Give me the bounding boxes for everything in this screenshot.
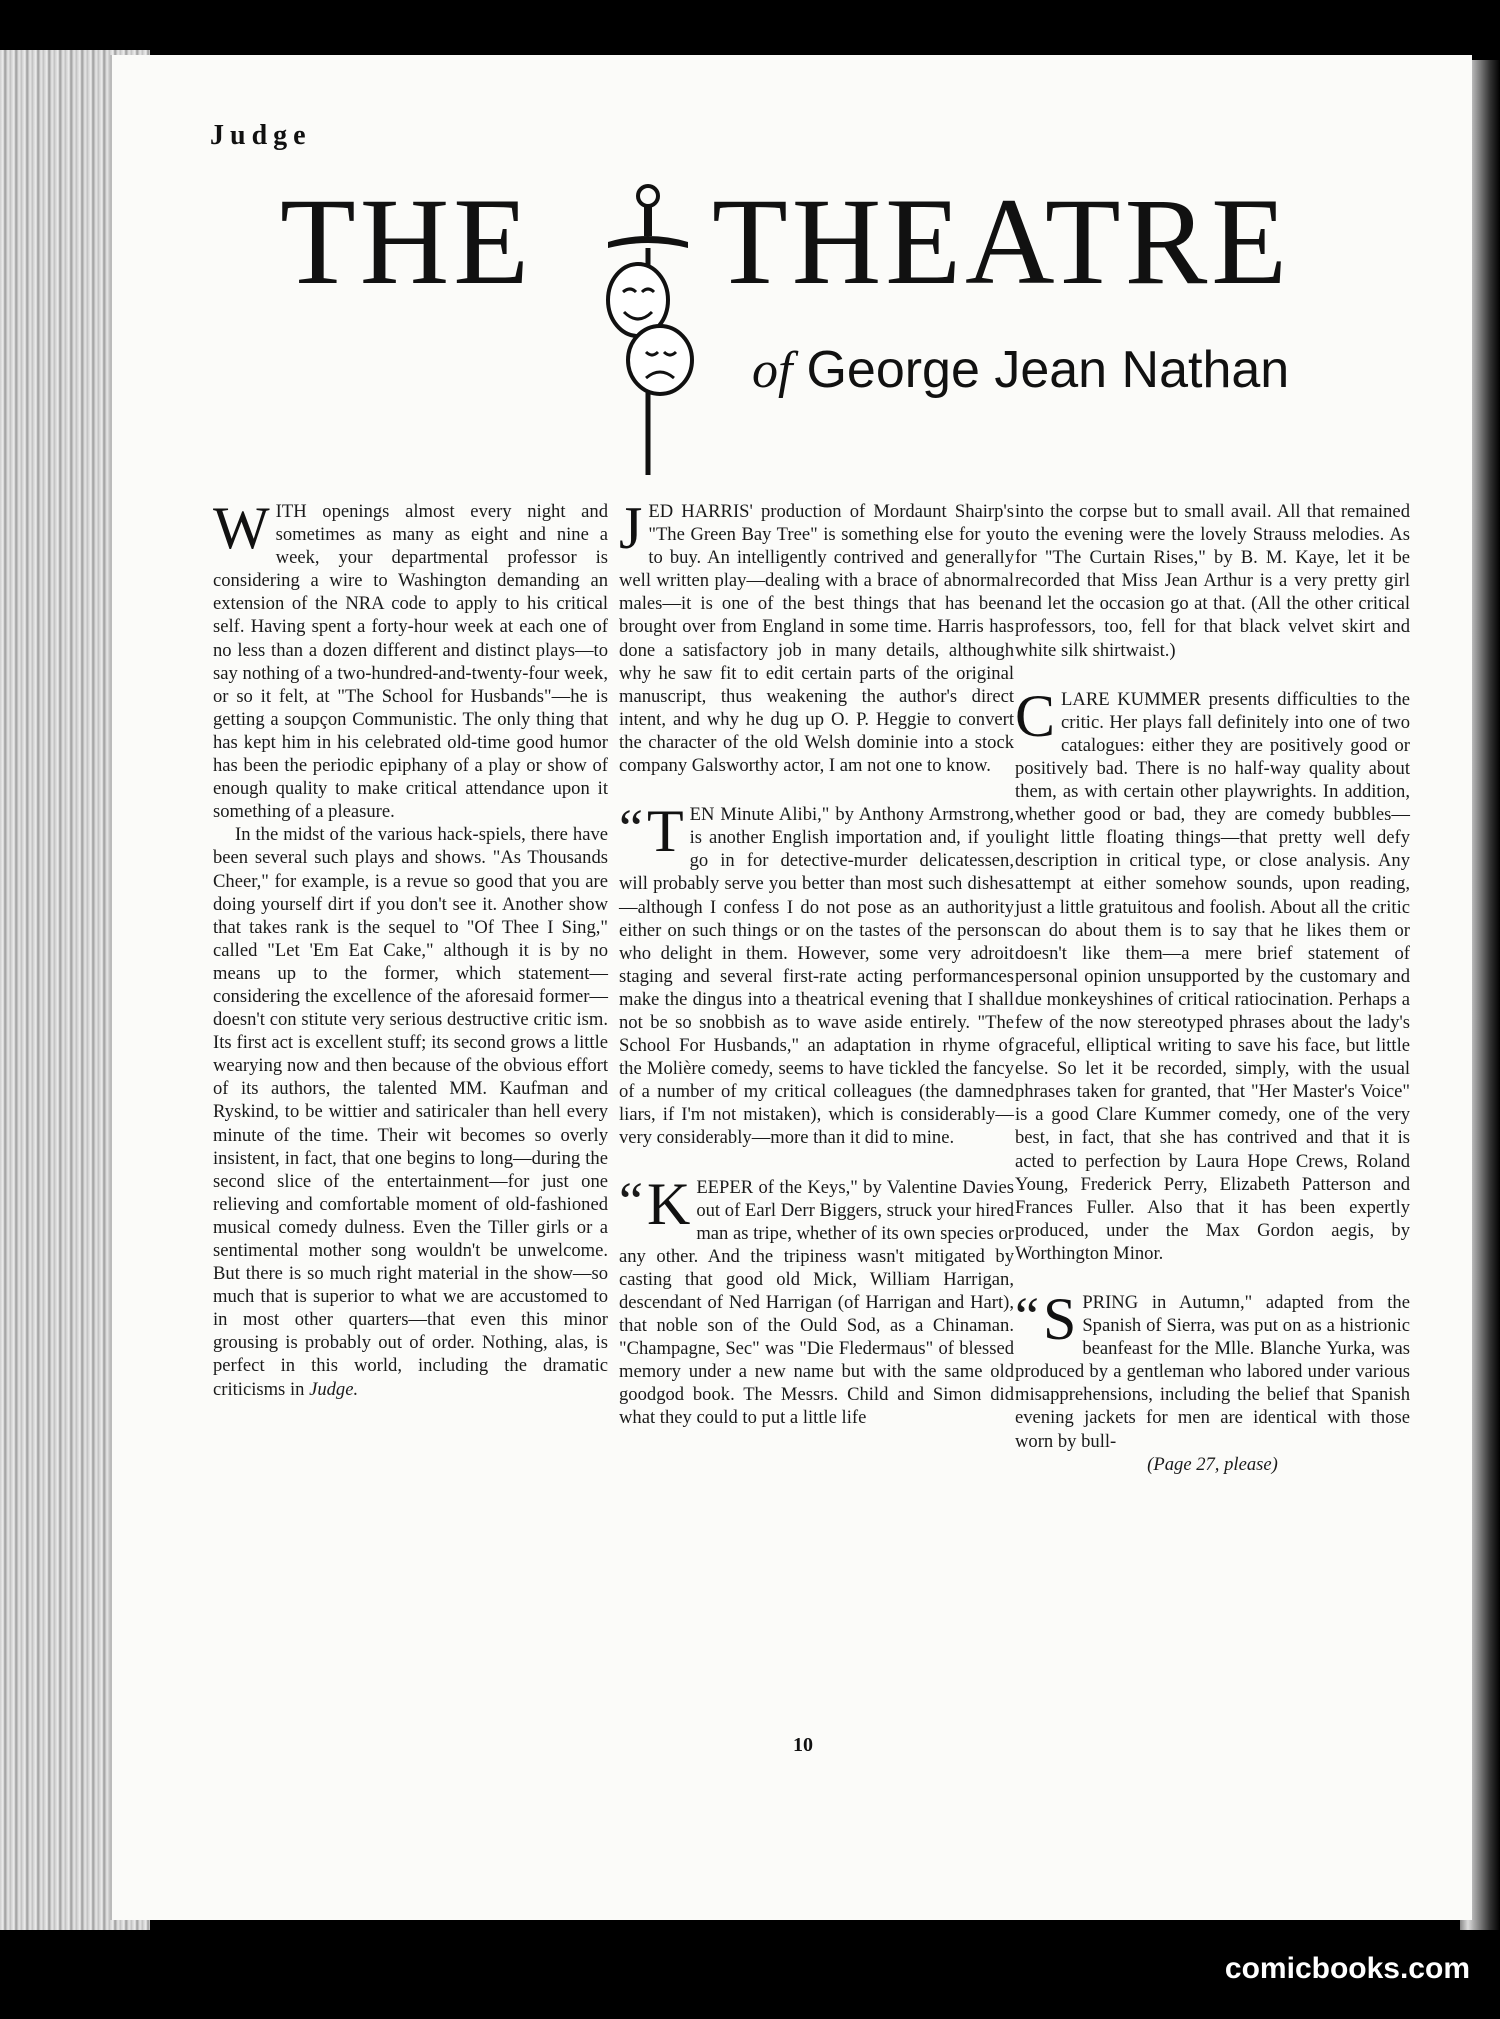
paragraph-second: In the midst of the various hack-spiels, there have been several such plays and shows. "As Thousands Cheer," for example, is a revue so good that you are doing yourself dirt if you don't see it. Another show that takes rank is the sequel to "Of Thee I Sing," called "Let 'Em Eat Cake," although it is by no means up to the former, which statement—considering the excellence of the aforesaid former—doesn't con stitute very serious destructive critic ism. Its first act is excellent stuff; its second grows a little wearying now and then because of the obvious effort of its authors, the talented MM. Kaufman and Ryskind, to be wittier and satiricaler than hell every minute of the time. Their wit becomes so overly insistent, in fact, that one begins to long—during the second slice of the entertainment—for just one relieving and comfortable moment of old-fashioned musical comedy dulness. Even the Tiller girls or a sentimental mother song wouldn't be unwelcome. But there is so much right material in the show—so much that is superior to what we are accustomed to in most other quarters—that even this minor grousing is probably out of order. Nothing, alas, is perfect in this world, including the dramatic criticisms in Judge. [213, 824, 608, 1400]
byline-of: of [752, 342, 793, 399]
quote-mark: “ [1015, 1286, 1039, 1346]
title-theatre: THEATRE [712, 173, 1292, 310]
sword-masks-emblem-icon [588, 180, 708, 480]
section-curtain-rises: into the corpse but to small avail. All that remained to the evening were the lovely Strauss melodies. As for "The Curtain Rises," by B. M. Kaye, let it be recorded that Miss Jean Arthur is a very pretty girl and let the occasion go at that. (All the other critical professors, too, fell for that black velvet skirt and white silk shirtwaist.) [1015, 501, 1410, 661]
column-1 [213, 495, 608, 1401]
title-the: THE [280, 173, 534, 310]
column-2 [619, 495, 1014, 1430]
section-keeper-of-keys: “ K EEPER of the Keys," by Valentine Davies out of Earl Derr Biggers, struck your hired man as tripe, whether of its own species or any other. And the tripiness wasn't mitigated by casting that good old Mick, William Harrigan, descendant of Ned Harrigan (of Harrigan and Hart), that noble son of the Ould Sod, as a Chinaman. "Champagne, Sec" was "Die Fledermaus" of blessed memory under a new name but with the same old goodgod book. The Messrs. Child and Simon did what they could to put a little life [619, 1170, 1014, 1429]
column-3 [1015, 500, 1410, 1476]
page-number: 10 [793, 1734, 813, 1756]
watermark: comicbooks.com [1224, 1952, 1470, 1985]
drop-cap-s: S [1042, 1286, 1077, 1352]
drop-cap-c: C [1015, 682, 1056, 749]
drop-cap-w: W [213, 495, 270, 561]
quote-mark: “ [619, 798, 643, 859]
masthead: Judge [210, 120, 312, 151]
byline [752, 340, 1289, 400]
drop-cap-j: J [619, 495, 643, 561]
section-ten-minute-alibi: “ T EN Minute Alibi," by Anthony Armstrong, is another English importation and, if you go in for detective-murder delicatessen, will probably serve you better than most such dishes—although I confess I do not pose as an authority either on such things or on the tastes of the persons who delight in them. However, some very adroit staging and several first-rate acting performances make the dingus into a theatrical evening that I shall not be so snobbish as to wave aside entirely. "The School For Husbands," an adaptation in rhyme of the Molière comedy, seems to have tickled the fancy of a number of my critical colleagues (the damned liars, if I'm not mistaken), which is considerably—very considerably—more than it did to mine. [619, 798, 1014, 1149]
byline-name: George Jean Nathan [806, 341, 1290, 399]
continued-note: (Page 27, please) [1147, 1453, 1278, 1475]
section-spring-in-autumn: “ S PRING in Autumn," adapted from the Spanish of Sierra, was put on as a histrionic beanfeast for the Mlle. Blanche Yurka, was produced by a gentleman who labored under various misapprehensions, including the belief that Spanish evening jackets for men are identical with those worn by bull- [1015, 1286, 1410, 1452]
paragraph-opening: WITH openings almost every night and sometimes as many as eight and nine a week, your departmental professor is considering a wire to Washington demanding an extension of the NRA code to apply to his critical self. Having spent a forty-hour week at each one of no less than a dozen different and distinct plays—to say nothing of a two-hundred-and-twenty-four week, or so it felt, at "The School for Husbands"—he is getting a soupçon Communistic. The only thing that has kept him in his celebrated old-time good humor has been the periodic epiphany of a play or show of enough quality to make critical attendance upon it something of a pleasure. [213, 495, 608, 823]
quote-mark: “ [619, 1170, 643, 1231]
section-clare-kummer: CLARE KUMMER presents difficulties to the critic. Her plays fall definitely into one of two catalogues: either they are positively good or positively bad. There is no half-way quality about them, as with certain other playwrights. In addition, whether good or bad, they are comedy bubbles—light little floating things—that pretty well defy description in critical type, or close analysis. Any attempt at either somehow sounds, upon reading, just a little gratuitous and foolish. About all the critic can do about them is to say that he likes them or doesn't like them—a mere brief statement of personal opinion unsupported by the customary and due monkeyshines of critical ratiocination. Perhaps a few of the now stereotyped phrases about the lady's graceful, elliptical writing to save his face, but little else. So let it be recorded, simply, with the usual phrases taken for granted, that "Her Master's Voice" is a good Clare Kummer comedy, one of the very best, in fact, that she has contrived and that it is acted to perfection by Laura Hope Crews, Roland Young, Frederick Perry, Elizabeth Patterson and Frances Fuller. Also that it has been expertly produced, under the Max Gordon aegis, by Worthington Minor. [1015, 682, 1410, 1264]
drop-cap-k: K [646, 1170, 691, 1237]
judge-italic: Judge. [309, 1378, 359, 1400]
section-green-bay-tree: JED HARRIS' production of Mordaunt Shairp's "The Green Bay Tree" is something else for you to buy. An intelligently contrived and generally well written play—dealing with a brace of abnormal males—it is one of the best things that has been brought over from England in some time. Harris has done a satisfactory job in many details, although why he saw fit to edit certain parts of the original manuscript, thus weakening the author's direct intent, and why he dug up O. P. Heggie to convert the character of the old Welsh dominie into a stock company Galsworthy actor, I am not one to know. [619, 495, 1014, 777]
drop-cap-t: T [646, 798, 684, 865]
